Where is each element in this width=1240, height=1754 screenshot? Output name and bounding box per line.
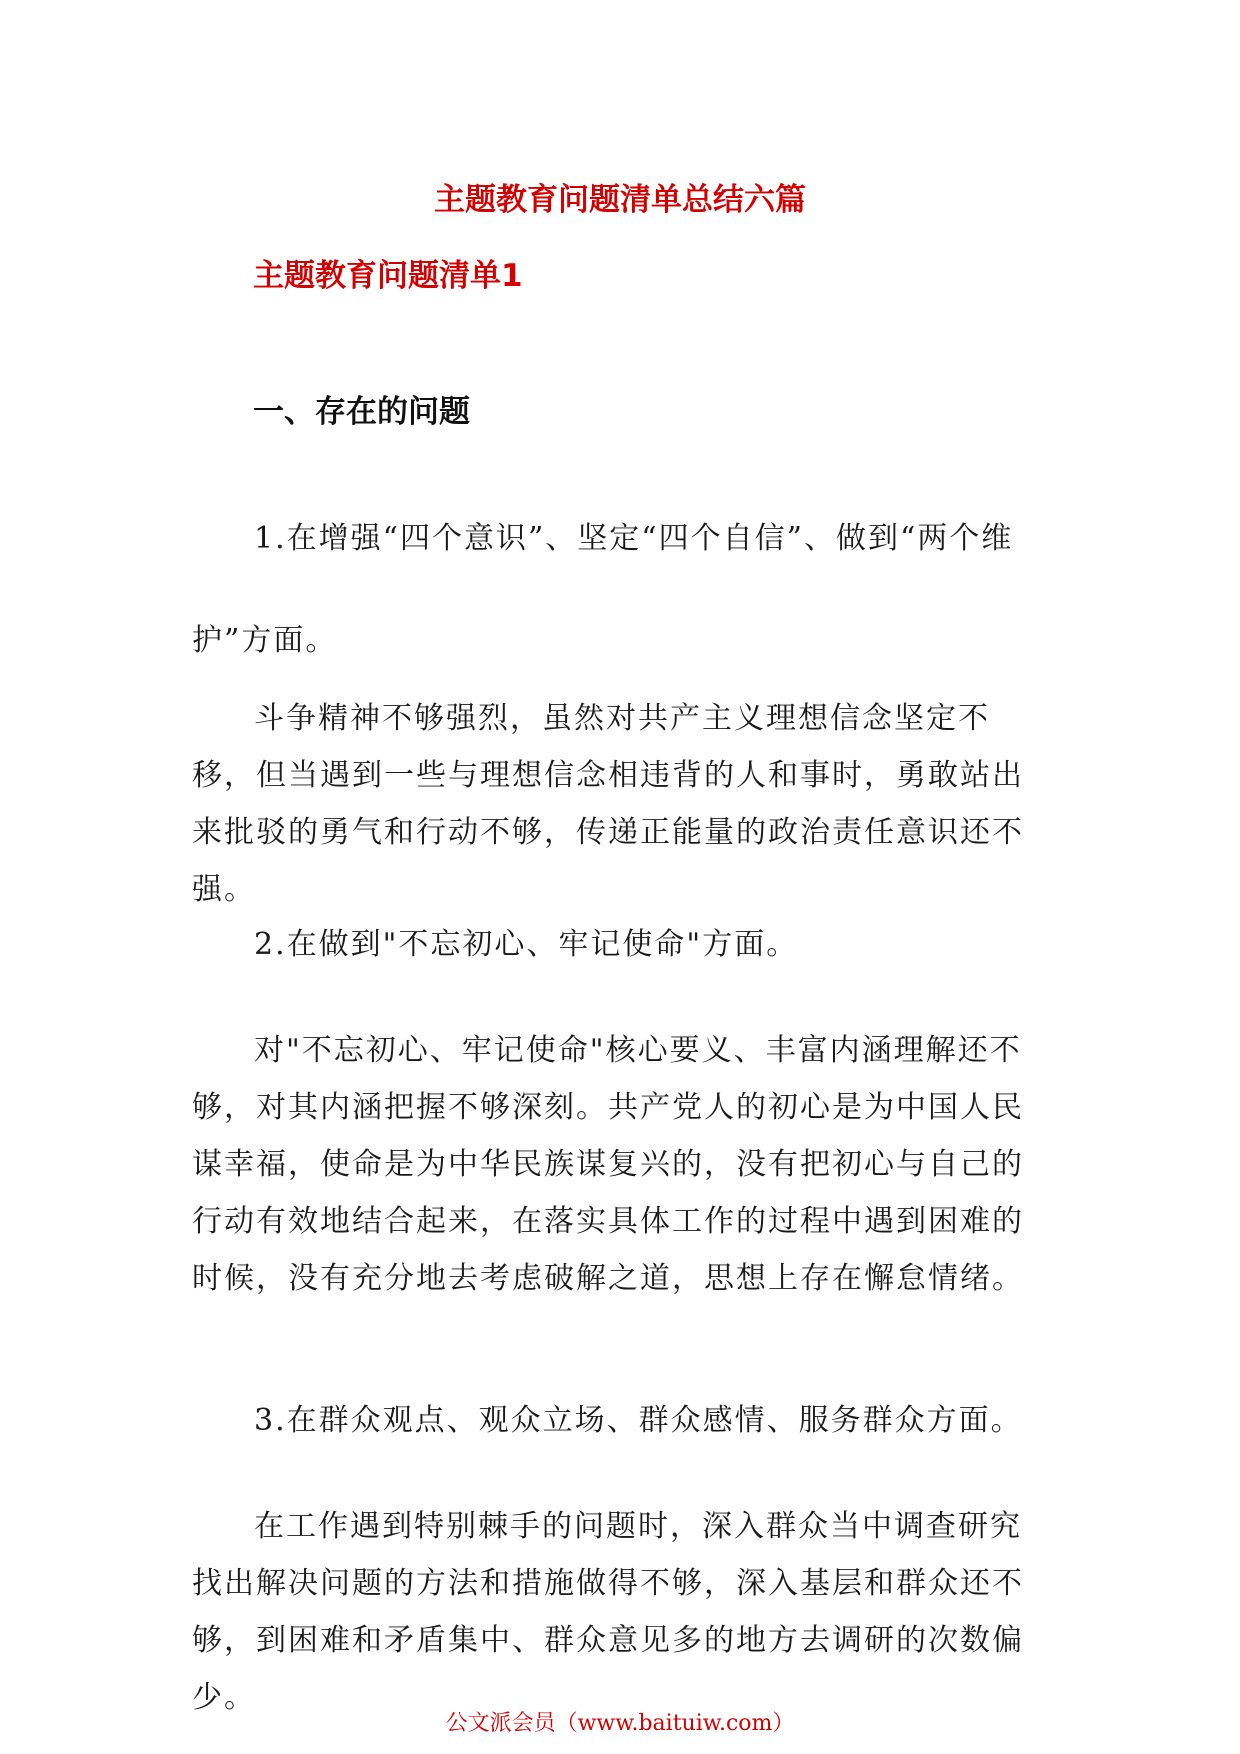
paragraph-item-1-body: 斗争精神不够强烈，虽然对共产主义理想信念坚定不移，但当遇到一些与理想信念相违背的人和事时，勇敢站出来批驳的勇气和行动不够，传递正能量的政治责任意识还不强。 (192, 701, 1024, 907)
paragraph-item-2-heading: 2.在做到"不忘初心、牢记使命"方面。 (254, 927, 799, 962)
paragraph-item-1-heading: 1.在增强“四个意识”、坚定“四个自信”、做到“两个维护”方面。 (192, 521, 1014, 658)
document-subtitle: 主题教育问题清单1 (253, 258, 523, 294)
paragraph-item-3-body: 在工作遇到特别棘手的问题时，深入群众当中调查研究找出解决问题的方法和措施做得不够，深入基层和群众还不够，到困难和矛盾集中、群众意见多的地方去调研的次数偏少。 (192, 1509, 1024, 1715)
paragraph-item-2-body: 对"不忘初心、牢记使命"核心要义、丰富内涵理解还不够，对其内涵把握不够深刻。共产党人的初心是为中国人民谋幸福，使命是为中华民族谋复兴的，没有把初心与自己的行动有效地结合起来，在落实具体工作的过程中遇到困难的时候，没有充分地去考虑破解之道，思想上存在懈怠情绪。 (192, 1033, 1024, 1296)
footer-watermark: 公文派会员（www.baituiw.com） (445, 1711, 795, 1736)
paragraph-item-3-heading: 3.在群众观点、观众立场、群众感情、服务群众方面。 (254, 1403, 1023, 1438)
section-heading: 一、存在的问题 (253, 394, 470, 430)
document-title: 主题教育问题清单总结六篇 (434, 182, 806, 218)
